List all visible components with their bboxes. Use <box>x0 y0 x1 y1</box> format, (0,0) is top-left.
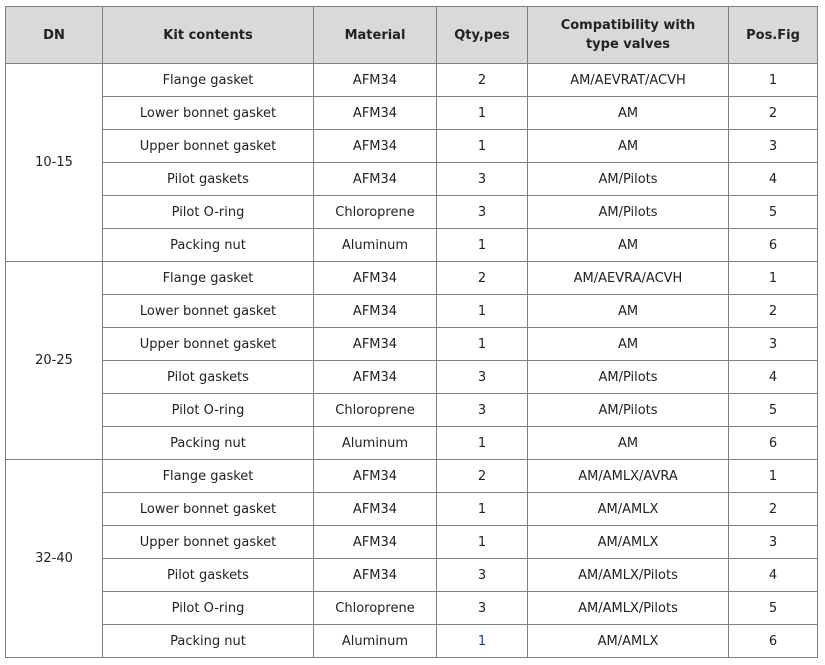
header-material: Material <box>314 7 437 64</box>
compatibility-cell: AM/AMLX/AVRA <box>528 460 729 493</box>
compatibility-cell: AM/Pilots <box>528 361 729 394</box>
table-row <box>6 229 818 262</box>
material-cell: AFM34 <box>314 64 437 97</box>
table-row <box>6 130 818 163</box>
pos-fig-cell: 6 <box>729 427 818 460</box>
table-body <box>6 64 818 658</box>
compatibility-cell: AM/AMLX/Pilots <box>528 592 729 625</box>
material-cell: Aluminum <box>314 427 437 460</box>
compatibility-cell: AM/AMLX <box>528 526 729 559</box>
kit-contents-cell: Flange gasket <box>103 460 314 493</box>
dn-cell: 32-40 <box>6 460 103 658</box>
kit-contents-cell: Flange gasket <box>103 64 314 97</box>
compatibility-cell: AM <box>528 295 729 328</box>
table-row <box>6 97 818 130</box>
material-cell: AFM34 <box>314 361 437 394</box>
kit-contents-cell: Lower bonnet gasket <box>103 493 314 526</box>
material-cell: Aluminum <box>314 625 437 658</box>
table-row <box>6 427 818 460</box>
table-row <box>6 163 818 196</box>
table-row <box>6 625 818 658</box>
dn-cell: 20-25 <box>6 262 103 460</box>
pos-fig-cell: 2 <box>729 295 818 328</box>
table-row <box>6 328 818 361</box>
pos-fig-cell: 6 <box>729 229 818 262</box>
qty-cell: 3 <box>437 196 528 229</box>
qty-cell: 1 <box>437 130 528 163</box>
header-pos-fig: Pos.Fig <box>729 7 818 64</box>
material-cell: AFM34 <box>314 526 437 559</box>
kit-contents-cell: Pilot gaskets <box>103 559 314 592</box>
table-row <box>6 460 818 493</box>
kit-contents-cell: Packing nut <box>103 427 314 460</box>
table-row <box>6 493 818 526</box>
kit-contents-cell: Upper bonnet gasket <box>103 526 314 559</box>
header-compatibility-line2: type valves <box>585 37 671 52</box>
qty-cell: 2 <box>437 262 528 295</box>
kit-contents-cell: Pilot O-ring <box>103 196 314 229</box>
pos-fig-cell: 5 <box>729 592 818 625</box>
material-cell: AFM34 <box>314 262 437 295</box>
pos-fig-cell: 1 <box>729 262 818 295</box>
header-row <box>6 7 818 64</box>
kit-contents-table <box>5 6 818 658</box>
header-kit-contents: Kit contents <box>103 7 314 64</box>
qty-cell: 1 <box>437 493 528 526</box>
compatibility-cell: AM <box>528 97 729 130</box>
kit-contents-cell: Flange gasket <box>103 262 314 295</box>
material-cell: Chloroprene <box>314 196 437 229</box>
material-cell: AFM34 <box>314 130 437 163</box>
compatibility-cell: AM/AMLX <box>528 625 729 658</box>
header-dn: DN <box>6 7 103 64</box>
compatibility-cell: AM/Pilots <box>528 196 729 229</box>
pos-fig-cell: 4 <box>729 163 818 196</box>
kit-contents-cell: Upper bonnet gasket <box>103 130 314 163</box>
qty-cell: 1 <box>437 328 528 361</box>
material-cell: AFM34 <box>314 328 437 361</box>
compatibility-cell: AM <box>528 328 729 361</box>
qty-cell: 1 <box>437 526 528 559</box>
pos-fig-cell: 3 <box>729 328 818 361</box>
qty-cell: 1 <box>437 97 528 130</box>
material-cell: Chloroprene <box>314 592 437 625</box>
material-cell: AFM34 <box>314 295 437 328</box>
kit-contents-cell: Packing nut <box>103 229 314 262</box>
kit-contents-cell: Pilot O-ring <box>103 592 314 625</box>
qty-cell: 2 <box>437 460 528 493</box>
table-header <box>6 7 818 64</box>
material-cell: AFM34 <box>314 97 437 130</box>
qty-cell: 3 <box>437 163 528 196</box>
pos-fig-cell: 5 <box>729 394 818 427</box>
material-cell: AFM34 <box>314 163 437 196</box>
pos-fig-cell: 2 <box>729 493 818 526</box>
compatibility-cell: AM <box>528 130 729 163</box>
table-row <box>6 196 818 229</box>
qty-cell: 3 <box>437 559 528 592</box>
header-compatibility <box>528 7 729 64</box>
qty-cell: 1 <box>437 625 528 658</box>
qty-cell: 1 <box>437 295 528 328</box>
pos-fig-cell: 4 <box>729 361 818 394</box>
compatibility-cell: AM/Pilots <box>528 163 729 196</box>
table-row <box>6 394 818 427</box>
compatibility-cell: AM <box>528 427 729 460</box>
material-cell: Chloroprene <box>314 394 437 427</box>
table-row <box>6 64 818 97</box>
qty-cell: 1 <box>437 427 528 460</box>
header-compatibility-line1: Compatibility with <box>560 18 696 33</box>
material-cell: AFM34 <box>314 559 437 592</box>
qty-cell: 3 <box>437 394 528 427</box>
dn-cell: 10-15 <box>6 64 103 262</box>
pos-fig-cell: 6 <box>729 625 818 658</box>
pos-fig-cell: 2 <box>729 97 818 130</box>
pos-fig-cell: 1 <box>729 64 818 97</box>
kit-contents-cell: Packing nut <box>103 625 314 658</box>
table-row <box>6 592 818 625</box>
material-cell: AFM34 <box>314 493 437 526</box>
table-row <box>6 559 818 592</box>
kit-contents-cell: Pilot gaskets <box>103 163 314 196</box>
kit-contents-cell: Pilot gaskets <box>103 361 314 394</box>
pos-fig-cell: 1 <box>729 460 818 493</box>
qty-cell: 1 <box>437 229 528 262</box>
kit-contents-cell: Lower bonnet gasket <box>103 97 314 130</box>
kit-contents-cell: Pilot O-ring <box>103 394 314 427</box>
compatibility-cell: AM/AEVRA/ACVH <box>528 262 729 295</box>
qty-cell: 3 <box>437 592 528 625</box>
pos-fig-cell: 3 <box>729 526 818 559</box>
pos-fig-cell: 3 <box>729 130 818 163</box>
table-row <box>6 361 818 394</box>
header-qty: Qty,pes <box>437 7 528 64</box>
pos-fig-cell: 5 <box>729 196 818 229</box>
pos-fig-cell: 4 <box>729 559 818 592</box>
table-row <box>6 526 818 559</box>
compatibility-cell: AM <box>528 229 729 262</box>
compatibility-cell: AM/Pilots <box>528 394 729 427</box>
compatibility-cell: AM/AMLX/Pilots <box>528 559 729 592</box>
material-cell: AFM34 <box>314 460 437 493</box>
qty-cell: 2 <box>437 64 528 97</box>
qty-cell: 3 <box>437 361 528 394</box>
compatibility-cell: AM/AMLX <box>528 493 729 526</box>
kit-contents-cell: Upper bonnet gasket <box>103 328 314 361</box>
table-row <box>6 262 818 295</box>
material-cell: Aluminum <box>314 229 437 262</box>
table-row <box>6 295 818 328</box>
compatibility-cell: AM/AEVRAT/ACVH <box>528 64 729 97</box>
kit-contents-cell: Lower bonnet gasket <box>103 295 314 328</box>
